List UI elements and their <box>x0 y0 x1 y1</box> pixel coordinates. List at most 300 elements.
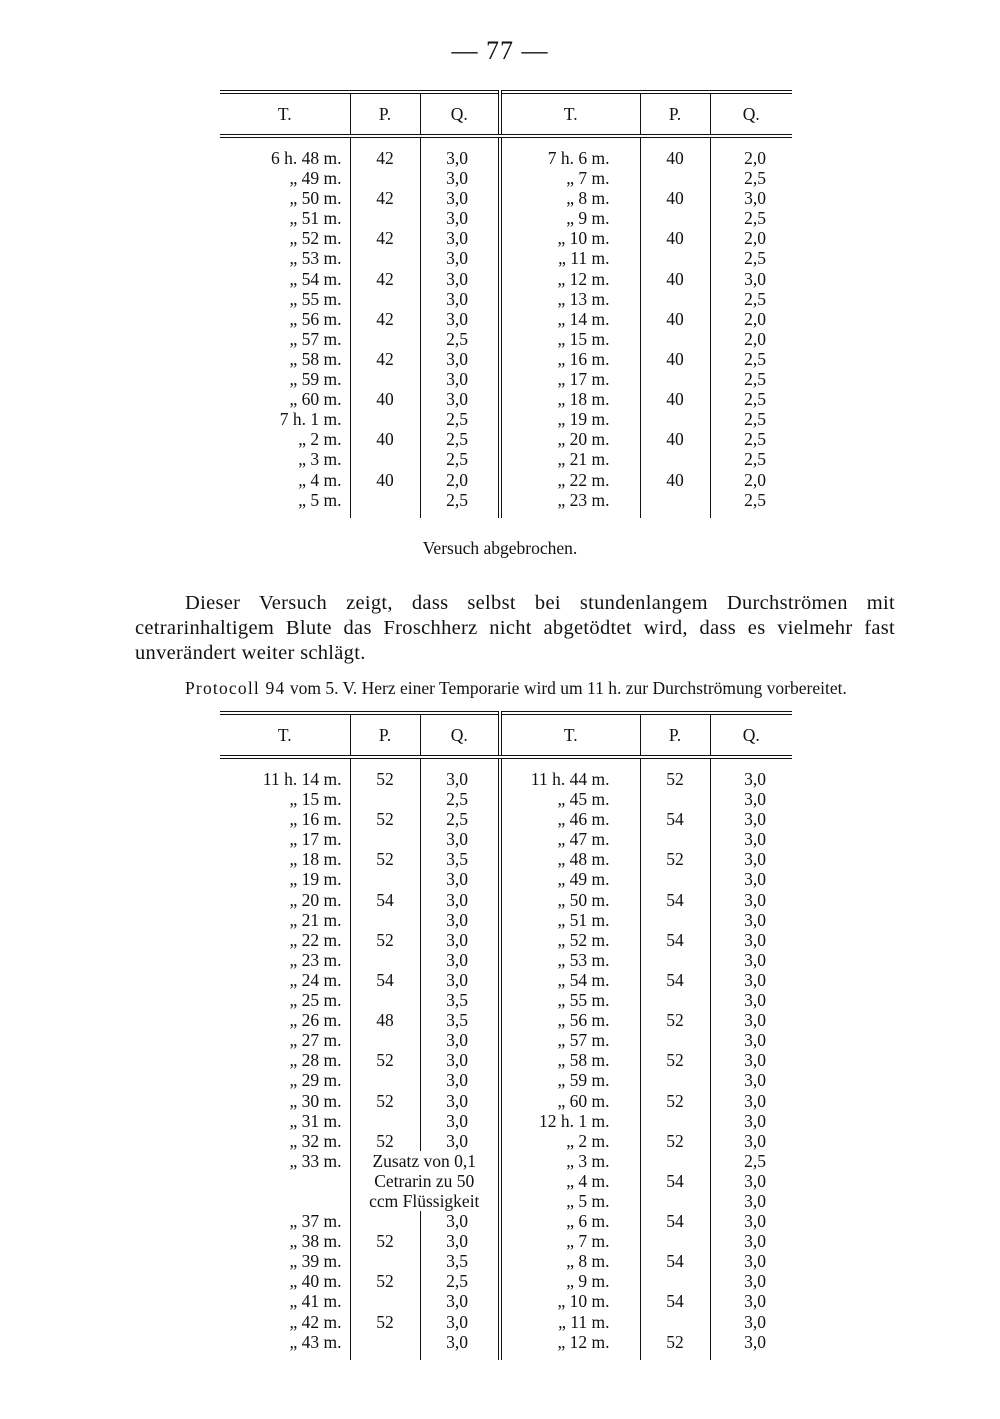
quantity-cell: 3,5 <box>420 1251 500 1271</box>
time-cell: „ 29 m. <box>289 1070 342 1091</box>
time-cell: „ 5 m. <box>298 489 342 510</box>
quantity-cell: 3,5 <box>420 990 500 1010</box>
pulse-cell: 52 <box>350 757 420 789</box>
column-header-time: T. <box>500 92 640 136</box>
quantity-cell: 2,5 <box>710 168 792 188</box>
time-cell: „ 17 m. <box>500 369 640 389</box>
table-body <box>220 757 792 1360</box>
table-row <box>220 849 792 869</box>
measurement-table-2 <box>220 711 792 1360</box>
quantity-cell: 3,0 <box>420 869 500 889</box>
time-cell: „ 56 m. <box>500 1010 640 1030</box>
quantity-cell: 2,5 <box>420 329 500 349</box>
time-cell: „ 51 m. <box>289 208 342 229</box>
pulse-cell <box>640 1312 710 1332</box>
time-cell: „ 13 m. <box>500 289 640 309</box>
pulse-cell: 52 <box>350 849 420 869</box>
pulse-cell: 54 <box>640 1211 710 1231</box>
pulse-cell: 40 <box>640 429 710 449</box>
time-cell: „ 10 m. <box>500 1291 640 1311</box>
time-cell: „ 14 m. <box>500 309 640 329</box>
pulse-cell: 54 <box>640 930 710 950</box>
time-cell: „ 8 m. <box>500 188 640 208</box>
time-cell: „ 23 m. <box>500 490 640 518</box>
pulse-cell <box>640 950 710 970</box>
table-row <box>220 990 792 1010</box>
pulse-cell: 54 <box>640 890 710 910</box>
time-cell: „ 6 m. <box>500 1211 640 1231</box>
pulse-cell: 42 <box>350 349 420 369</box>
time-cell: „ 15 m. <box>289 789 342 810</box>
table-row <box>220 809 792 829</box>
quantity-cell: 2,5 <box>710 429 792 449</box>
time-cell: „ 56 m. <box>289 308 342 329</box>
pulse-cell <box>350 248 420 268</box>
table-row <box>220 1312 792 1332</box>
time-cell: „ 55 m. <box>289 288 342 309</box>
time-cell: „ 27 m. <box>289 1030 342 1051</box>
time-cell: 11 h. 14 m. <box>262 769 342 789</box>
quantity-cell: 3,0 <box>710 930 792 950</box>
quantity-cell: 2,0 <box>710 228 792 248</box>
quantity-cell: 3,0 <box>420 188 500 208</box>
quantity-cell: 2,5 <box>710 449 792 469</box>
pulse-cell: 52 <box>640 849 710 869</box>
time-cell: „ 58 m. <box>500 1050 640 1070</box>
time-cell: 6 h. 48 m. <box>271 148 342 168</box>
pulse-cell: 54 <box>640 809 710 829</box>
time-cell: „ 30 m. <box>289 1090 342 1111</box>
pulse-cell <box>640 1070 710 1090</box>
quantity-cell: 3,0 <box>710 950 792 970</box>
pulse-cell <box>640 829 710 849</box>
time-cell <box>220 1171 350 1191</box>
table-row <box>220 930 792 950</box>
time-cell: „ 37 m. <box>289 1211 342 1232</box>
time-cell: „ 33 m. <box>289 1150 342 1171</box>
quantity-cell: 3,0 <box>420 1070 500 1090</box>
time-cell: „ 47 m. <box>500 829 640 849</box>
pulse-cell: 42 <box>350 269 420 289</box>
pulse-cell <box>640 449 710 469</box>
table-row <box>220 869 792 889</box>
time-cell: 7 h. 1 m. <box>279 409 342 430</box>
pulse-cell <box>350 1251 420 1271</box>
pulse-cell <box>640 369 710 389</box>
quantity-cell: 3,0 <box>710 789 792 809</box>
pulse-cell <box>640 1111 710 1131</box>
quantity-cell: 2,5 <box>420 789 500 809</box>
time-cell: „ 4 m. <box>298 469 342 490</box>
time-cell: „ 23 m. <box>289 949 342 970</box>
time-cell: „ 25 m. <box>289 990 342 1011</box>
time-cell: „ 60 m. <box>500 1091 640 1111</box>
column-header-time: T. <box>220 713 350 757</box>
quantity-cell: 3,0 <box>710 1050 792 1070</box>
table-header-row <box>220 713 792 757</box>
time-cell: „ 52 m. <box>289 228 342 249</box>
time-cell: „ 28 m. <box>289 1050 342 1071</box>
quantity-cell: 3,0 <box>420 1050 500 1070</box>
pulse-cell: 52 <box>640 1131 710 1151</box>
quantity-cell: 3,0 <box>420 1091 500 1111</box>
pulse-cell: 40 <box>640 389 710 409</box>
table-row <box>220 449 792 469</box>
quantity-cell: 3,0 <box>710 1291 792 1311</box>
pulse-cell <box>350 369 420 389</box>
time-cell: „ 57 m. <box>500 1030 640 1050</box>
time-cell: „ 11 m. <box>500 1312 640 1332</box>
quantity-cell: 3,0 <box>710 1131 792 1151</box>
table-row <box>220 309 792 329</box>
table-row <box>220 910 792 930</box>
time-cell: „ 57 m. <box>289 328 342 349</box>
table-row <box>220 136 792 168</box>
note-line: ccm Flüssigkeit <box>369 1190 480 1211</box>
column-header-time: T. <box>500 713 640 757</box>
quantity-cell: 3,0 <box>420 208 500 228</box>
time-cell: „ 9 m. <box>500 208 640 228</box>
time-cell: „ 59 m. <box>289 369 342 390</box>
time-cell: „ 12 m. <box>500 1332 640 1360</box>
pulse-cell: 52 <box>350 809 420 829</box>
quantity-cell: 3,0 <box>420 1211 500 1231</box>
table-row <box>220 1151 792 1171</box>
quantity-cell: 2,5 <box>710 1151 792 1171</box>
time-cell: „ 3 m. <box>500 1151 640 1171</box>
table-row <box>220 168 792 188</box>
pulse-cell <box>350 789 420 809</box>
pulse-cell <box>640 208 710 228</box>
table-row <box>220 970 792 990</box>
time-cell: „ 50 m. <box>289 188 342 209</box>
quantity-cell: 2,5 <box>710 490 792 518</box>
pulse-cell <box>350 1111 420 1131</box>
quantity-cell: 3,0 <box>710 1070 792 1090</box>
time-cell: „ 15 m. <box>500 329 640 349</box>
pulse-cell: 54 <box>640 1171 710 1191</box>
quantity-cell: 2,0 <box>420 470 500 490</box>
note-line: Cetrarin zu 50 <box>374 1170 475 1191</box>
table-row <box>220 829 792 849</box>
pulse-cell: 40 <box>640 349 710 369</box>
pulse-cell: 52 <box>640 1091 710 1111</box>
time-cell: „ 16 m. <box>289 809 342 830</box>
table-row <box>220 188 792 208</box>
quantity-cell: 3,0 <box>420 248 500 268</box>
time-cell: „ 54 m. <box>500 970 640 990</box>
time-cell: „ 2 m. <box>298 429 342 450</box>
pulse-cell <box>640 490 710 518</box>
quantity-cell: 3,0 <box>420 369 500 389</box>
time-cell: „ 49 m. <box>500 869 640 889</box>
quantity-cell: 3,0 <box>420 1131 500 1151</box>
pulse-cell: 52 <box>640 1010 710 1030</box>
time-cell: „ 43 m. <box>289 1331 342 1352</box>
time-cell: „ 60 m. <box>289 389 342 410</box>
time-cell: „ 10 m. <box>500 228 640 248</box>
quantity-cell: 3,0 <box>710 869 792 889</box>
time-cell: „ 51 m. <box>500 910 640 930</box>
quantity-cell: 2,5 <box>420 449 500 469</box>
time-cell: „ 26 m. <box>289 1010 342 1031</box>
quantity-cell: 2,0 <box>710 309 792 329</box>
time-cell: „ 17 m. <box>289 829 342 850</box>
table-row <box>220 208 792 228</box>
time-cell: „ 12 m. <box>500 269 640 289</box>
pulse-cell <box>350 910 420 930</box>
quantity-cell: 3,0 <box>420 269 500 289</box>
pulse-cell <box>640 248 710 268</box>
quantity-cell: 3,0 <box>710 890 792 910</box>
pulse-cell <box>350 869 420 889</box>
pulse-cell: 40 <box>640 309 710 329</box>
column-header-quantity: Q. <box>710 713 792 757</box>
quantity-cell: 3,0 <box>420 829 500 849</box>
time-cell: „ 55 m. <box>500 990 640 1010</box>
pulse-cell: 52 <box>640 1332 710 1360</box>
pulse-cell <box>640 1151 710 1171</box>
pulse-cell: 52 <box>350 1312 420 1332</box>
time-cell: „ 49 m. <box>289 168 342 189</box>
quantity-cell: 3,0 <box>420 1111 500 1131</box>
table-row <box>220 1271 792 1291</box>
time-cell: „ 53 m. <box>289 248 342 269</box>
table-row <box>220 369 792 389</box>
quantity-cell: 3,0 <box>420 930 500 950</box>
time-cell: „ 7 m. <box>500 1231 640 1251</box>
time-cell: „ 50 m. <box>500 890 640 910</box>
time-cell: „ 41 m. <box>289 1291 342 1312</box>
time-cell: „ 7 m. <box>500 168 640 188</box>
table-row <box>220 1251 792 1271</box>
pulse-cell <box>640 1030 710 1050</box>
quantity-cell: 2,0 <box>710 136 792 168</box>
time-cell: „ 18 m. <box>289 849 342 870</box>
column-header-pulse: P. <box>350 713 420 757</box>
note-line: Zusatz von 0,1 <box>372 1150 477 1171</box>
pulse-cell: 54 <box>640 970 710 990</box>
quantity-cell: 3,0 <box>710 1251 792 1271</box>
time-cell: „ 58 m. <box>289 348 342 369</box>
pulse-cell <box>350 1332 420 1360</box>
pulse-cell: 54 <box>640 1251 710 1271</box>
pulse-cell <box>350 950 420 970</box>
quantity-cell: 3,0 <box>710 1030 792 1050</box>
pulse-cell: 40 <box>640 188 710 208</box>
pulse-cell <box>640 329 710 349</box>
time-cell: 7 h. 6 m. <box>500 136 640 168</box>
quantity-cell: 3,0 <box>710 1091 792 1111</box>
table-row <box>220 757 792 789</box>
quantity-cell: 3,0 <box>710 1191 792 1211</box>
time-cell: „ 31 m. <box>289 1110 342 1131</box>
quantity-cell: 3,0 <box>710 1111 792 1131</box>
time-cell: 11 h. 44 m. <box>500 757 640 789</box>
quantity-cell: 3,0 <box>710 990 792 1010</box>
pulse-cell <box>640 409 710 429</box>
table-header-row <box>220 92 792 136</box>
time-cell: „ 45 m. <box>500 789 640 809</box>
protocol-paragraph <box>135 678 895 698</box>
table-row <box>220 329 792 349</box>
table-row <box>220 1231 792 1251</box>
table-row <box>220 1291 792 1311</box>
column-header-quantity: Q. <box>420 92 500 136</box>
pulse-cell: 40 <box>640 470 710 490</box>
pulse-cell <box>640 1231 710 1251</box>
column-header-quantity: Q. <box>420 713 500 757</box>
pulse-cell: 42 <box>350 188 420 208</box>
pulse-cell: 42 <box>350 136 420 168</box>
table-row <box>220 470 792 490</box>
quantity-cell: 2,5 <box>710 208 792 228</box>
quantity-cell: 3,0 <box>420 1030 500 1050</box>
pulse-cell <box>640 1191 710 1211</box>
time-cell: „ 16 m. <box>500 349 640 369</box>
pulse-cell: 52 <box>350 1271 420 1291</box>
pulse-cell <box>640 1271 710 1291</box>
quantity-cell: 3,0 <box>710 1271 792 1291</box>
table-row <box>220 289 792 309</box>
time-cell: „ 53 m. <box>500 950 640 970</box>
quantity-cell: 3,0 <box>420 890 500 910</box>
pulse-cell: 40 <box>640 228 710 248</box>
pulse-cell: 52 <box>640 1050 710 1070</box>
pulse-cell: 52 <box>350 930 420 950</box>
pulse-cell: 52 <box>640 757 710 789</box>
quantity-cell: 3,0 <box>710 970 792 990</box>
column-header-time: T. <box>220 92 350 136</box>
quantity-cell: 3,0 <box>710 757 792 789</box>
time-cell: 12 h. 1 m. <box>500 1111 640 1131</box>
time-cell: „ 24 m. <box>289 969 342 990</box>
quantity-cell: 3,0 <box>710 829 792 849</box>
time-cell: „ 9 m. <box>500 1271 640 1291</box>
table-row <box>220 1091 792 1111</box>
quantity-cell: 3,0 <box>420 136 500 168</box>
protocol-text: vom 5. V. Herz einer Temporarie wird um 11 h. zur Durchströmung vorbereitet. <box>285 677 847 698</box>
pulse-cell: 40 <box>640 136 710 168</box>
time-cell: „ 22 m. <box>289 929 342 950</box>
pulse-cell: 40 <box>640 269 710 289</box>
table-body <box>220 136 792 518</box>
quantity-cell: 3,0 <box>710 849 792 869</box>
quantity-cell: 3,0 <box>420 289 500 309</box>
quantity-cell: 3,0 <box>710 1312 792 1332</box>
quantity-cell: 3,0 <box>420 389 500 409</box>
pulse-cell <box>350 1211 420 1231</box>
quantity-cell: 3,5 <box>420 1010 500 1030</box>
table-row <box>220 269 792 289</box>
column-header-pulse: P. <box>350 92 420 136</box>
quantity-cell: 3,0 <box>710 1010 792 1030</box>
table-row <box>220 490 792 518</box>
time-cell: „ 38 m. <box>289 1231 342 1252</box>
time-cell: „ 19 m. <box>289 869 342 890</box>
pulse-cell: 52 <box>350 1231 420 1251</box>
quantity-cell: 3,0 <box>420 1291 500 1311</box>
pulse-cell: 42 <box>350 309 420 329</box>
time-cell: „ 42 m. <box>289 1311 342 1332</box>
table-row <box>220 1131 792 1151</box>
quantity-cell: 2,5 <box>710 369 792 389</box>
time-cell: „ 32 m. <box>289 1130 342 1151</box>
time-cell: „ 54 m. <box>289 268 342 289</box>
quantity-cell: 3,0 <box>420 910 500 930</box>
pulse-cell: 54 <box>350 970 420 990</box>
time-cell: „ 18 m. <box>500 389 640 409</box>
pulse-cell <box>640 789 710 809</box>
pulse-cell <box>640 910 710 930</box>
table-row <box>220 389 792 409</box>
measurement-table-1 <box>220 90 792 518</box>
quantity-cell: 3,0 <box>710 809 792 829</box>
pulse-cell <box>640 990 710 1010</box>
pulse-cell <box>350 1030 420 1050</box>
quantity-cell: 2,5 <box>420 809 500 829</box>
page-number: — 77 — <box>451 36 549 65</box>
time-cell: „ 39 m. <box>289 1251 342 1272</box>
time-cell: „ 4 m. <box>500 1171 640 1191</box>
pulse-cell <box>350 409 420 429</box>
quantity-cell: 3,0 <box>710 1211 792 1231</box>
table-row <box>220 349 792 369</box>
table-row <box>220 1171 792 1191</box>
table-row <box>220 789 792 809</box>
pulse-cell <box>350 990 420 1010</box>
time-cell: „ 21 m. <box>289 909 342 930</box>
pulse-cell <box>350 208 420 228</box>
pulse-cell: 52 <box>350 1131 420 1151</box>
time-cell: „ 20 m. <box>500 429 640 449</box>
quantity-cell: 3,0 <box>710 1171 792 1191</box>
quantity-cell: 3,0 <box>420 1312 500 1332</box>
quantity-cell: 3,0 <box>710 269 792 289</box>
time-cell: „ 5 m. <box>500 1191 640 1211</box>
time-cell: „ 40 m. <box>289 1271 342 1292</box>
quantity-cell: 3,0 <box>420 228 500 248</box>
pulse-cell: 52 <box>350 1050 420 1070</box>
time-cell: „ 19 m. <box>500 409 640 429</box>
quantity-cell: 3,0 <box>710 1332 792 1360</box>
quantity-cell: 2,0 <box>710 470 792 490</box>
column-header-pulse: P. <box>640 92 710 136</box>
time-cell: „ 3 m. <box>298 449 342 470</box>
pulse-cell: 40 <box>350 389 420 409</box>
experiment-aborted-note: Versuch abgebrochen. <box>422 538 578 558</box>
pulse-cell: 48 <box>350 1010 420 1030</box>
pulse-cell: 52 <box>350 1091 420 1111</box>
pulse-cell: 54 <box>350 890 420 910</box>
pulse-cell <box>640 168 710 188</box>
quantity-cell: 3,0 <box>420 168 500 188</box>
quantity-cell: 3,0 <box>710 188 792 208</box>
quantity-cell: 3,0 <box>420 309 500 329</box>
quantity-cell: 3,0 <box>420 1231 500 1251</box>
time-cell <box>220 1191 350 1211</box>
time-cell: „ 59 m. <box>500 1070 640 1090</box>
pulse-cell <box>350 1291 420 1311</box>
time-cell: „ 21 m. <box>500 449 640 469</box>
table-row <box>220 429 792 449</box>
quantity-cell: 2,5 <box>420 1271 500 1291</box>
quantity-cell: 3,0 <box>420 970 500 990</box>
table-row <box>220 1050 792 1070</box>
time-cell: „ 52 m. <box>500 930 640 950</box>
pulse-cell <box>350 829 420 849</box>
table-row <box>220 1211 792 1231</box>
